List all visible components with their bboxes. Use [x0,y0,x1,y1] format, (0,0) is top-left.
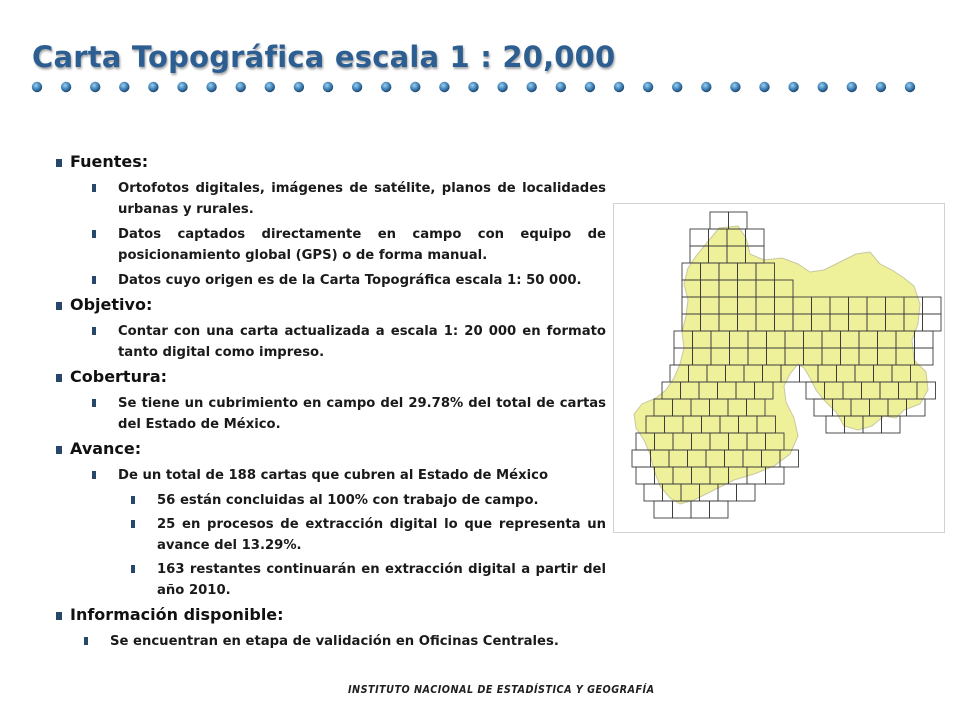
heading-objetivo: Objetivo: [56,295,606,315]
underline-dot [788,82,798,92]
underline-dot [759,82,769,92]
map-sheet-cell [632,450,651,467]
underline-dot [730,82,740,92]
fuentes-item-3: Datos cuyo origen es de la Carta Topográfica escala 1: 50 000. [118,270,606,291]
underline-dot [643,82,653,92]
underline-dot [90,82,100,92]
heading-avance: Avance: [56,439,606,459]
map-sheet-cell [923,314,942,331]
avance-subitem-1: 56 están concluidas al 100% con trabajo de campo. [157,490,606,511]
underline-dot [701,82,711,92]
map-sheet-cell [654,501,673,518]
informacion-item-1: Se encuentran en etapa de validación en Oficinas Centrales. [110,631,606,652]
map-sheet-cell [882,416,901,433]
objetivo-item-1: Contar con una carta actualizada a escala 1: 20 000 en formato tanto digital como impreso. [118,321,606,363]
map-sheet-cell [923,297,942,314]
slide-title: Carta Topográfica escala 1 : 20,000 [32,40,616,74]
underline-dot [32,82,42,92]
underline-dot [847,82,857,92]
underline-dot [381,82,391,92]
underline-dot [410,82,420,92]
underline-dot [614,82,624,92]
map-sheet-cell [737,484,756,501]
underline-dot [323,82,333,92]
underline-dot [527,82,537,92]
underline-dot [148,82,158,92]
underline-dot [672,82,682,92]
underline-dot [497,82,507,92]
underline-dot [556,82,566,92]
slide-content [56,148,606,656]
avance-subitem-3: 163 restantes continuarán en extracción digital a partir del año 2010. [157,559,606,601]
map-sheet-cell [915,331,934,348]
fuentes-item-2: Datos captados directamente en campo con equipo de posicionamiento global (GPS) o de forma manual. [118,224,606,266]
map-sheet-cell [710,212,729,229]
underline-dot [294,82,304,92]
title-underline-dots [30,78,930,98]
map-sheet-cell [691,501,710,518]
map-sheet-cell [636,467,655,484]
map-svg [614,204,944,532]
cobertura-item-1: Se tiene un cubrimiento en campo del 29.78% del total de cartas del Estado de México. [118,393,606,435]
fuentes-item-1: Ortofotos digitales, imágenes de satélite, planos de localidades urbanas y rurales. [118,178,606,220]
avance-item-1: De un total de 188 cartas que cubren al Estado de México [118,465,606,486]
underline-dot [439,82,449,92]
map-sheet-cell [690,229,709,246]
underline-dot [905,82,915,92]
map-sheet-cell [766,467,785,484]
underline-dot [236,82,246,92]
map-sheet-cell [644,484,663,501]
map-sheet-cell [710,501,729,518]
underline-dot [61,82,71,92]
estado-de-mexico-grid-map [613,203,945,533]
avance-subitem-2: 25 en procesos de extracción digital lo que representa un avance del 13.29%. [157,514,606,556]
map-sheet-cell [915,348,934,365]
footer-institution: INSTITUTO NACIONAL DE ESTADÍSTICA Y GEOGRAFÍA [348,684,655,696]
underline-dot [818,82,828,92]
underline-dot [468,82,478,92]
underline-dot [206,82,216,92]
heading-informacion-disponible: Información disponible: [56,605,606,625]
heading-cobertura: Cobertura: [56,367,606,387]
underline-dot [265,82,275,92]
underline-dot [876,82,886,92]
map-sheet-cell [746,229,765,246]
underline-dot [585,82,595,92]
underline-dot [119,82,129,92]
underline-dot [352,82,362,92]
heading-fuentes: Fuentes: [56,152,606,172]
underline-dot [177,82,187,92]
